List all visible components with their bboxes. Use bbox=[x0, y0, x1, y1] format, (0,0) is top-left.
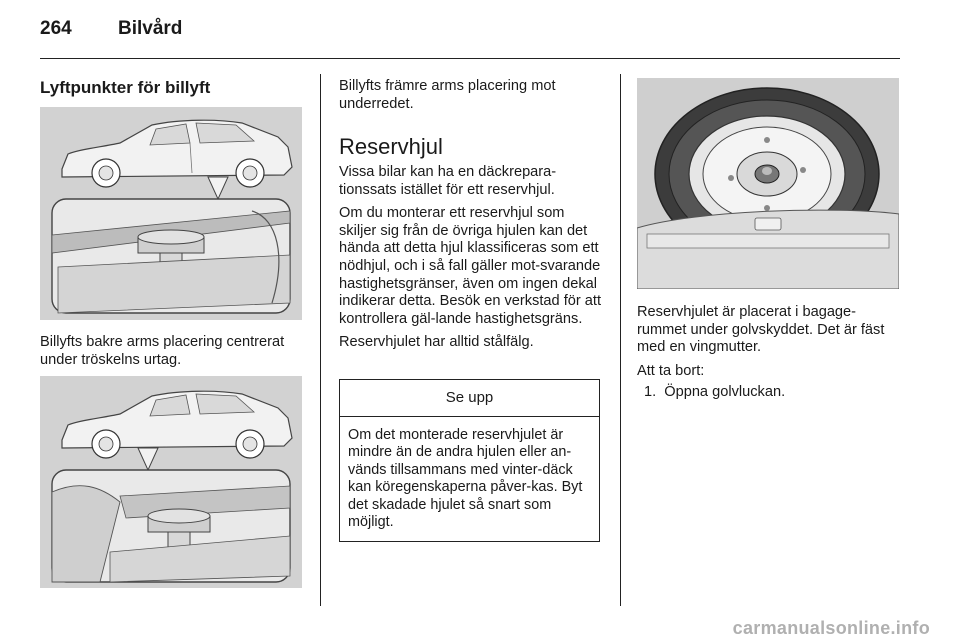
spare-wheel-heading: Reservhjul bbox=[339, 134, 443, 159]
rear-lift-arm-caption: Billyfts bakre arms placering centrerat under tröskelns urtag. bbox=[40, 334, 285, 368]
step-number: 1. bbox=[644, 384, 657, 400]
rear-lift-arm-drawing bbox=[40, 376, 302, 588]
paragraph: Vissa bilar kan ha en däckrepara-tionssats istället för ett reservhjul. bbox=[339, 164, 557, 198]
front-lift-arm-illustration bbox=[40, 107, 302, 320]
spare-wheel-drawing bbox=[637, 78, 899, 289]
lift-points-heading: Lyftpunkter för billyft bbox=[40, 78, 211, 97]
rear-lift-arm-illustration bbox=[40, 376, 302, 588]
paragraph: Reservhjulet är placerat i bagage-rummet under golvskyddet. Det är fäst med en vingmutter. bbox=[637, 304, 885, 356]
caution-text: Om det monterade reservhjulet är mindre än de andra hjulen eller an-vänds tillsammans med vinter-däck kan köregenskaperna påver-kas. Byt det skadade hjulet så snart som möjligt. bbox=[348, 427, 583, 531]
page-number: 264 bbox=[40, 18, 72, 39]
front-lift-arm-drawing bbox=[40, 107, 302, 320]
caution-title: Se upp bbox=[340, 380, 599, 417]
watermark: carmanualsonline.info bbox=[732, 618, 930, 638]
spare-wheel-text bbox=[339, 164, 604, 358]
front-lift-arm-caption: Billyfts främre arms placering mot underredet. bbox=[339, 78, 556, 112]
paragraph: Om du monterar ett reservhjul som skiljer sig från de övriga hjulen kan det hända att detta hjul klassificeras som ett nödhjul, och i så fall gäller mot-svarande hastighetsgränser, även om ingen dekal indikerar detta. Besök en verkstad för att kontrollera gäl-lande hastighetsgräns. bbox=[339, 205, 602, 327]
step-text: Öppna golvluckan. bbox=[664, 384, 786, 400]
column-divider-left bbox=[320, 74, 321, 606]
removal-step-1 bbox=[644, 384, 785, 400]
caution-box bbox=[339, 379, 600, 542]
chapter-title: Bilvård bbox=[118, 18, 183, 39]
header-rule bbox=[40, 58, 900, 59]
spare-wheel-location-text bbox=[637, 304, 899, 386]
column-divider-right bbox=[620, 74, 621, 606]
spare-wheel-illustration bbox=[637, 78, 899, 289]
paragraph: Att ta bort: bbox=[637, 362, 705, 379]
paragraph: Reservhjulet har alltid stålfälg. bbox=[339, 334, 534, 351]
